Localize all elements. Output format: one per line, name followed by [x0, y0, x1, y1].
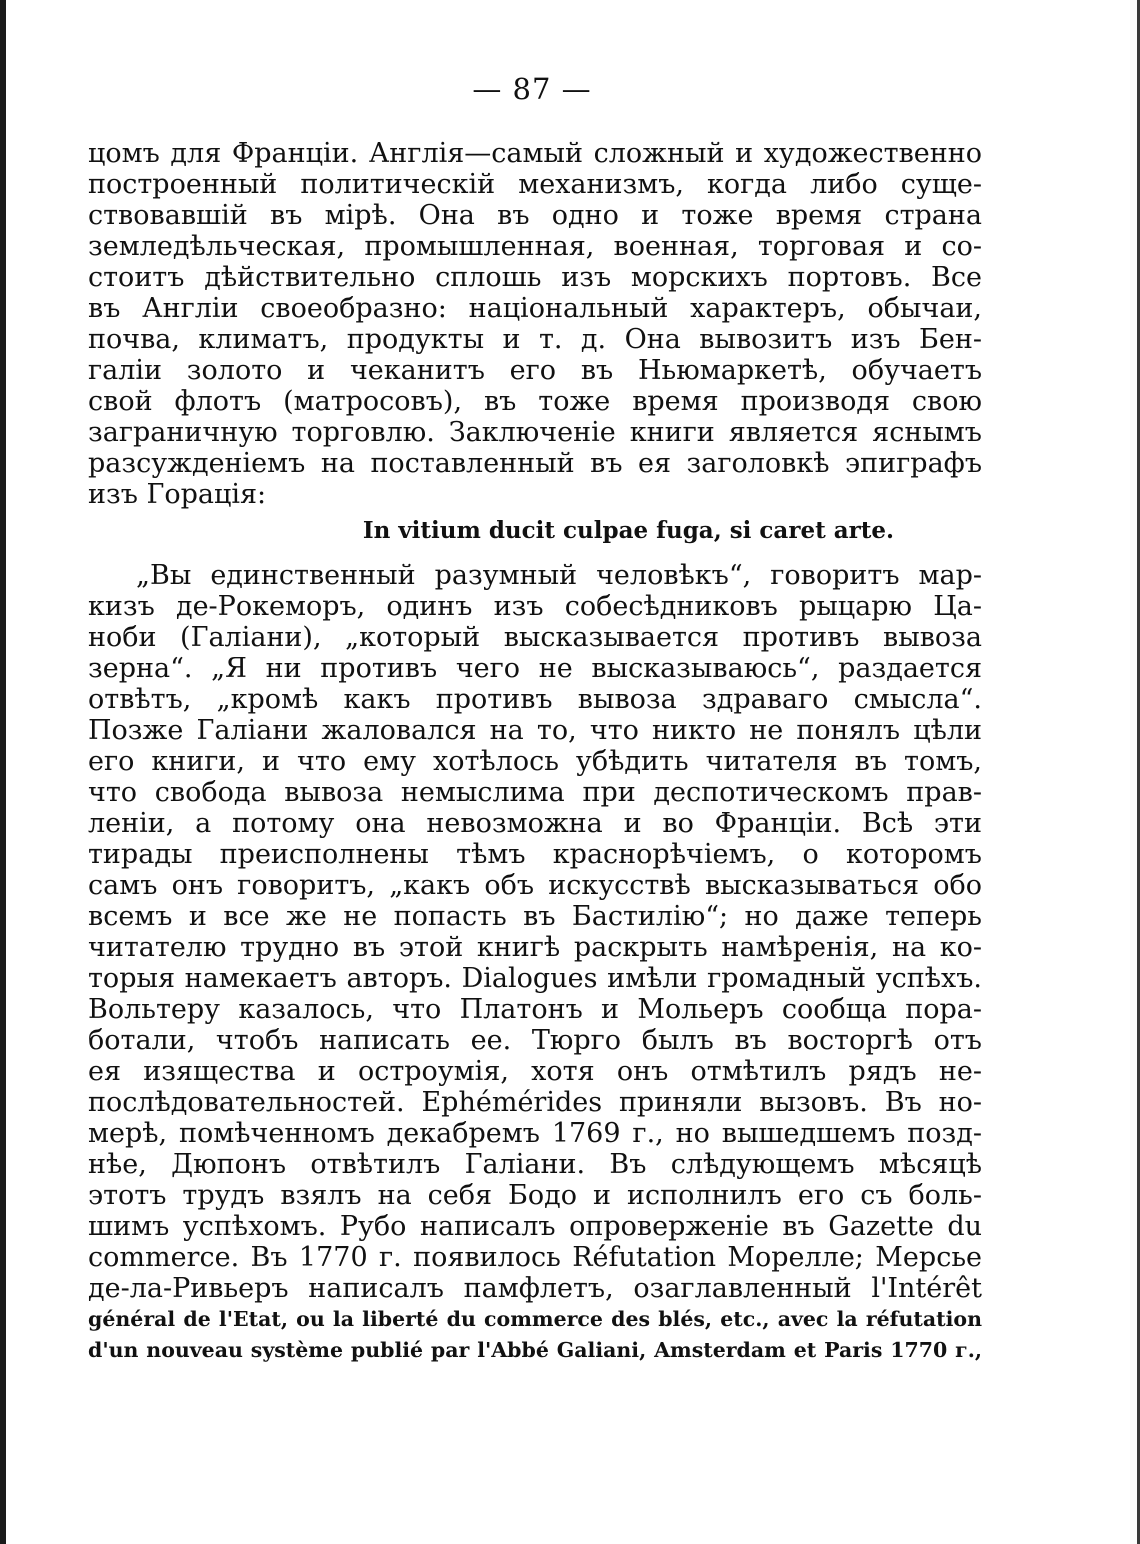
text-line: послѣдовательностей. Ephémérides приняли вызовъ. Въ но-: [88, 1087, 982, 1118]
text-line: читателю трудно въ этой книгѣ раскрыть намѣренія, на ко-: [88, 932, 982, 963]
text-line: его книги, и что ему хотѣлось убѣдить читателя въ томъ,: [88, 746, 982, 777]
text-line: тирады преисполнены тѣмъ краснорѣчіемъ, о которомъ: [88, 839, 982, 870]
text-line: Вольтеру казалось, что Платонъ и Мольеръ сообща пора-: [88, 994, 982, 1025]
text-line: d'un nouveau système publié par l'Abbé Galiani, Amsterdam et Paris 1770 г.,: [88, 1338, 982, 1362]
text-line: что свобода вывоза немыслима при деспотическомъ прав-: [88, 777, 982, 808]
text-line: Позже Галіани жаловался на то, что никто не понялъ цѣли: [88, 715, 982, 746]
text-line: земледѣльческая, промышленная, военная, торговая и со-: [88, 231, 982, 262]
text-line: мерѣ, помѣченномъ декабремъ 1769 г., но вышедшемъ позд-: [88, 1118, 982, 1149]
page-body: [88, 138, 982, 1366]
text-line: всемъ и все же не попасть въ Бастилію“; но даже теперь: [88, 901, 982, 932]
text-line: général de l'Etat, ou la liberté du commerce des blés, etc., avec la réfutation: [88, 1307, 982, 1331]
text-line: ея изящества и остроумія, хотя онъ отмѣтилъ рядъ не-: [88, 1056, 982, 1087]
text-line: ствовавшій въ мірѣ. Она въ одно и тоже время страна: [88, 200, 982, 231]
paragraph-1: [88, 138, 982, 510]
text-line: отвѣтъ, „кромѣ какъ противъ вывоза здраваго смысла“.: [88, 684, 982, 715]
paragraph-2: [88, 560, 982, 1366]
text-line: почва, климатъ, продукты и т. д. Она вывозитъ изъ Бен-: [88, 324, 982, 355]
text-line: шимъ успѣхомъ. Рубо написалъ опроверженіе въ Gazette du: [88, 1211, 982, 1242]
page-number: — 87 —: [472, 72, 592, 106]
text-line: ботали, чтобъ написать ее. Тюрго былъ въ восторгѣ отъ: [88, 1025, 982, 1056]
text-line: нѣе, Дюпонъ отвѣтилъ Галіани. Въ слѣдующемъ мѣсяцѣ: [88, 1149, 982, 1180]
text-line: разсужденіемъ на поставленный въ ея заголовкѣ эпиграфъ: [88, 448, 982, 479]
scan-left-edge: [0, 0, 6, 1544]
text-line: этотъ трудъ взялъ на себя Бодо и исполнилъ его съ боль-: [88, 1180, 982, 1211]
text-line: свой флотъ (матросовъ), въ тоже время производя свою: [88, 386, 982, 417]
text-line: ноби (Галіани), „который высказывается противъ вывоза: [88, 622, 982, 653]
text-line: галіи золото и чеканитъ его въ Ньюмаркетѣ, обучаетъ: [88, 355, 982, 386]
text-line: commerce. Въ 1770 г. появилось Réfutation Морелле; Мерсье: [88, 1242, 982, 1273]
text-line: торыя намекаетъ авторъ. Dialogues имѣли громадный успѣхъ.: [88, 963, 982, 994]
text-line: стоитъ дѣйствительно сплошь изъ морскихъ портовъ. Все: [88, 262, 982, 293]
text-line: построенный политическій механизмъ, когда либо суще-: [88, 169, 982, 200]
text-line: „Вы единственный разумный человѣкъ“, говоритъ мар-: [136, 560, 982, 591]
text-line: де-ла-Ривьеръ написалъ памфлетъ, озаглавленный l'Intérêt: [88, 1273, 982, 1304]
text-line: леніи, а потому она невозможна и во Франціи. Всѣ эти: [88, 808, 982, 839]
text-line: кизъ де-Рокеморъ, одинъ изъ собесѣдниковъ рыцарю Ца-: [88, 591, 982, 622]
text-line: заграничную торговлю. Заключеніе книги является яснымъ: [88, 417, 982, 448]
text-line: самъ онъ говоритъ, „какъ объ искусствѣ высказываться обо: [88, 870, 982, 901]
epigraph-quote: In vitium ducit culpae fuga, si caret arte.: [362, 517, 894, 544]
text-line: зерна“. „Я ни противъ чего не высказываюсь“, раздается: [88, 653, 982, 684]
text-line: изъ Горація:: [88, 479, 267, 510]
text-line: въ Англіи своеобразно: національный характеръ, обычаи,: [88, 293, 982, 324]
text-line: цомъ для Франціи. Англія—самый сложный и художественно: [88, 138, 982, 169]
